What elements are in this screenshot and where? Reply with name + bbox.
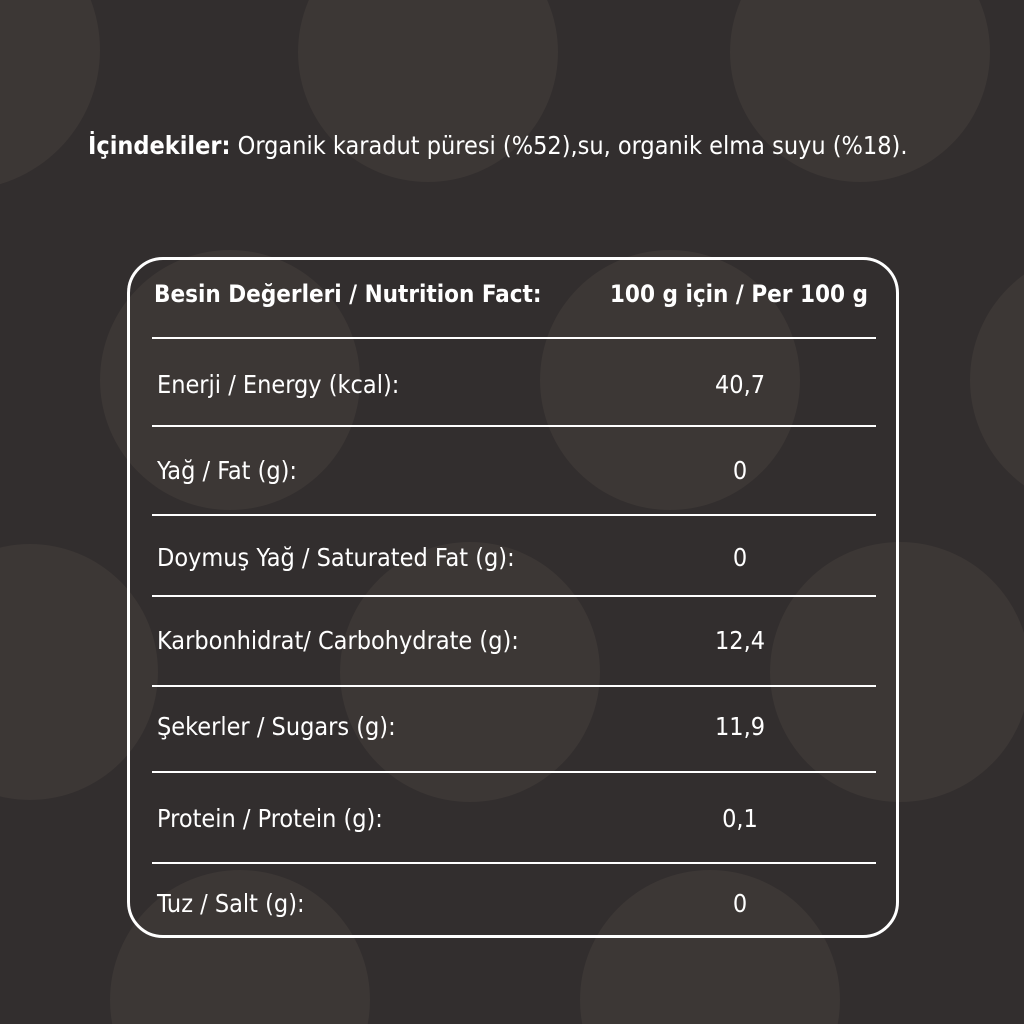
nutrition-facts-table <box>127 257 899 938</box>
row-name-energy: Enerji / Energy (kcal): <box>157 370 400 399</box>
row-divider <box>152 771 876 773</box>
row-divider <box>152 685 876 687</box>
row-name-fat: Yağ / Fat (g): <box>157 456 298 485</box>
row-divider <box>152 514 876 516</box>
row-value-carbohydrate: 12,4 <box>714 626 766 655</box>
row-divider <box>152 595 876 597</box>
row-value-sugars: 11,9 <box>714 712 766 741</box>
row-value-fat: 0 <box>732 456 748 485</box>
row-divider <box>152 862 876 864</box>
row-divider <box>152 425 876 427</box>
ingredients-label: İçindekiler: <box>88 131 231 160</box>
row-name-saturated-fat: Doymuş Yağ / Saturated Fat (g): <box>157 543 515 572</box>
table-header <box>154 274 878 318</box>
row-name-carbohydrate: Karbonhidrat/ Carbohydrate (g): <box>157 626 519 655</box>
row-name-sugars: Şekerler / Sugars (g): <box>157 712 396 741</box>
ingredients-text: Organik karadut püresi (%52),su, organik elma suyu (%18). <box>230 131 908 160</box>
ingredients-statement <box>88 128 907 164</box>
table-header-title: Besin Değerleri / Nutrition Fact: <box>154 280 542 308</box>
table-header-unit: 100 g için / Per 100 g <box>609 280 868 308</box>
row-value-salt: 0 <box>732 889 748 918</box>
row-value-protein: 0,1 <box>722 804 758 833</box>
row-name-protein: Protein / Protein (g): <box>157 804 383 833</box>
row-name-salt: Tuz / Salt (g): <box>157 889 305 918</box>
row-value-saturated-fat: 0 <box>732 543 748 572</box>
row-value-energy: 40,7 <box>714 370 766 399</box>
header-divider <box>152 337 876 339</box>
